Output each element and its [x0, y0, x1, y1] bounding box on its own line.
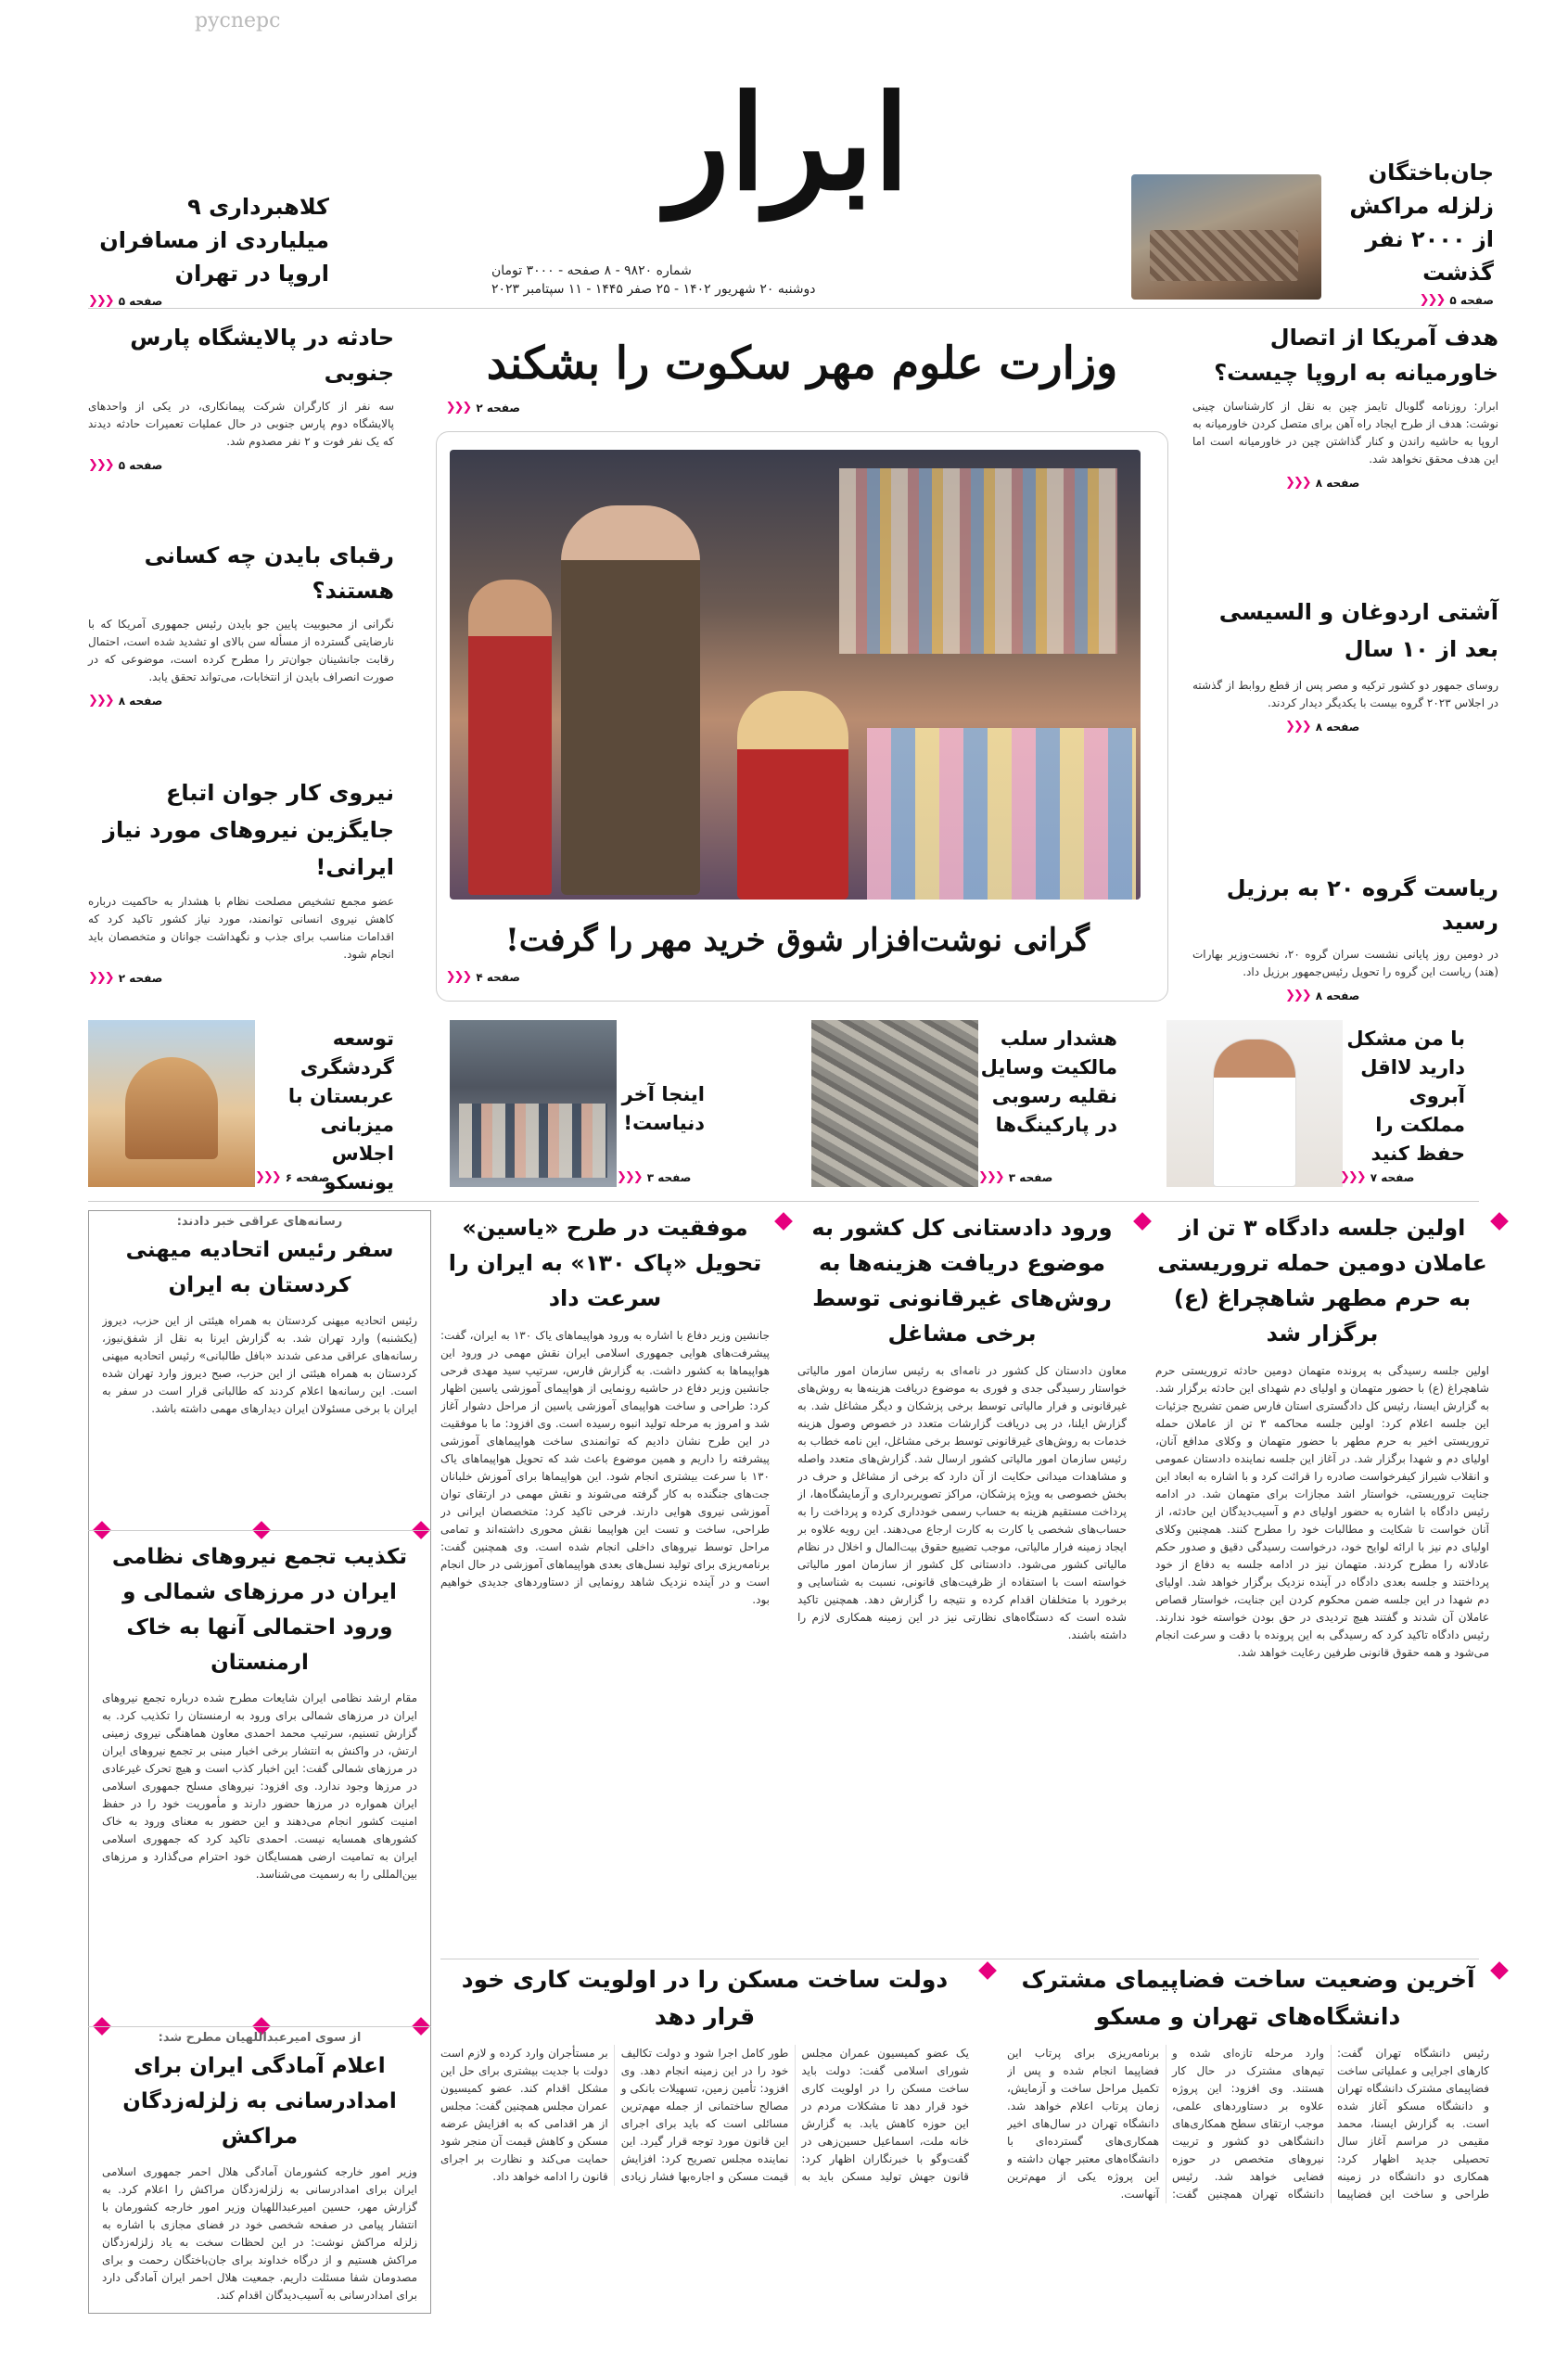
story-body: روسای جمهور دو کشور ترکیه و مصر پس از قطع روابط از گذشته در اجلاس ۲۰۲۳ گروه بیست با یکدیگر دیدار کردند. [1192, 679, 1498, 709]
teaser-title: جان‌باختگان زلزله مراکش از ۲۰۰۰ نفر گذشت [1349, 160, 1494, 286]
article-prosecutor-fees[interactable] [797, 1210, 1127, 1957]
article-title: موفقیت در طرح «یاسین» تحویل «پاک ۱۳۰» به ایران را سرعت داد [448, 1215, 762, 1311]
page-ref[interactable]: صفحه ۸ ❮❮❮ [88, 694, 163, 708]
sidebox-divider [88, 2026, 431, 2027]
article-title: ورود دادستانی کل کشور به موضوع دریافت هزینه‌ها به روش‌های غیرقانونی توسط برخی مشاغل [811, 1215, 1113, 1347]
strip-story-2[interactable] [978, 1025, 1117, 1140]
right-story-3[interactable] [1192, 872, 1498, 1002]
parking-cars-photo [811, 1020, 978, 1187]
story-title: رقبای بایدن چه کسانی هستند؟ [144, 542, 394, 604]
story-title: تکذیب تجمع نیروهای نظامی ایران در مرزهای شمالی و ورود احتمالی آنها به خاک ارمنستان [111, 1545, 408, 1675]
article-marker [1490, 1961, 1509, 1980]
article-marker [1133, 1212, 1152, 1231]
main-photo-caption: گرانی نوشت‌افزار شوق خرید مهر را گرفت! [505, 922, 1090, 959]
page-ref[interactable]: صفحه ۸ ❮❮❮ [1285, 989, 1360, 1002]
page-ref[interactable]: صفحه ۵ ❮❮❮ [88, 294, 163, 308]
earthquake-photo [1131, 174, 1321, 300]
publisher-watermark: pycnepc [195, 9, 281, 32]
chevrons-icon: ❮❮❮ [1419, 293, 1445, 307]
story-title: حادثه در پالایشگاه پارس جنوبی [130, 325, 394, 386]
chevrons-icon: ❮❮❮ [88, 694, 113, 708]
chevrons-icon: ❮❮❮ [617, 1170, 642, 1184]
chevrons-icon: ❮❮❮ [445, 401, 471, 415]
left-story-2[interactable] [88, 538, 394, 708]
article-yasin-aircraft[interactable] [440, 1210, 770, 1957]
strip-page-ref-3[interactable]: صفحه ۳ ❮❮❮ [617, 1170, 692, 1184]
chevrons-icon: ❮❮❮ [1285, 476, 1310, 490]
masthead-divider [88, 308, 1479, 309]
strip-story-1[interactable] [1340, 1025, 1465, 1168]
strip-story-3[interactable] [617, 1080, 705, 1138]
story-body: وزیر امور خارجه کشورمان آمادگی هلال احمر جمهوری اسلامی ایران برای امدادرسانی به زلزله‌زدگان مراکش را اعلام کرد. به گزارش مهر، حسین امیرعبداللهیان وزیر امور خارجه کشورمان با انتشار پیامی در صفحه شخصی خود در فضای مجازی با اشاره به زلزله مراکش نوشت: در این لحظات سخت به یاد زلزله‌زدگان مراکش هستیم و از درگاه خداوند برای جان‌باختگان رحمت و برای مصدومان شفا مسئلت داریم. جمعیت هلال احمر ایران آمادگی دارد برای امدادرسانی به آسیب‌دیدگان اقدام کند. [102, 2165, 417, 2302]
sidebox-story-1[interactable] [102, 1215, 417, 1521]
article-title: آخرین وضعیت ساخت فضاپیمای مشترک دانشگاه‌های تهران و مسکو [1021, 1966, 1475, 2030]
article-title: اولین جلسه دادگاه ۳ تن از عاملان دومین حمله تروریستی به حرم مطهر شاهچراغ (ع) برگزار شد [1157, 1215, 1487, 1347]
article-marker [1490, 1212, 1509, 1231]
article-body: معاون دادستان کل کشور در نامه‌ای به رئیس سازمان امور مالیاتی خواستار رسیدگی جدی و فوری به موضوع دریافت هزینه‌ها به روش‌های غیرقانونی و فرار مالیاتی توسط برخی پزشکان و دیگر مشاغل شد. به گزارش ایلنا، در پی دریافت گزارشات متعدد در خصوص وصول هزینه خدمات به روش‌های غیرقانونی توسط برخی مشاغل، این نامه خطاب به رئیس سازمان امور مالیاتی کشور ارسال شد. گزارش‌های متعدد واصله و مشاهدات میدانی حکایت از آن دارد که برخی از مشاغل و حرف در بخش خصوصی به ویژه پزشکان، مراکز تصویربرداری و آزمایشگاه‌ها، از پرداخت مستقیم هزینه به حساب رسمی خودداری کرده و پرداخت را به حساب‌های شخصی یا کارت به کارت ارجاع می‌دهند. این رویه علاوه بر ایجاد زمینه فرار مالیاتی، موجب تضییع حقوق بیت‌المال و اخلال در نظام مالیاتی کشور می‌شود. دادستانی کل کشور از سازمان امور مالیاتی خواسته است با استفاده از ظرفیت‌های قانونی، نسبت به شناسایی و برخورد با متخلفان اقدام کرده و نتیجه را گزارش دهد. همچنین تاکید شده است که دستگاه‌های نظارتی نیز در این زمینه همکاری لازم را داشته باشند. [797, 1364, 1127, 1641]
issue-line: شماره ۹۸۲۰ - ۸ صفحه - ۳۰۰۰ تومان [491, 263, 692, 278]
main-headline: وزارت علوم مهر سکوت را بشکند [486, 338, 1118, 389]
strip-title: توسعه گردشگری عربستان با میزبانی اجلاس یونسکو [287, 1027, 394, 1193]
story-body: سه نفر از کارگران شرکت پیمانکاری، در یکی از واحدهای پالایشگاه دوم پارس جنوبی در حال عملیات تعمیرات حادثه دیدند که یک نفر فوت و ۲ نفر مصدوم شد. [88, 400, 394, 448]
strip-title: هشدار سلب مالکیت وسایل نقلیه رسوبی در پارکینگ‌ها [980, 1027, 1117, 1136]
sidebox-story-3[interactable] [102, 2031, 417, 2309]
masthead-logo: ابرار [667, 68, 910, 220]
story-title: هدف آمریکا از اتصال خاورمیانه به اروپا چیست؟ [1214, 325, 1498, 386]
article-body: رئیس دانشگاه تهران گفت: کارهای اجرایی و عملیاتی ساخت فضاپیمای مشترک دانشگاه تهران و دانشگاه مسکو آغاز شده است. به گزارش ایسنا، محمد مقیمی در مراسم آغاز سال تحصیلی جدید اظهار کرد: همکاری دو دانشگاه در زمینه طراحی و ساخت این فضاپیما وارد مرحله تازه‌ای شده و تیم‌های مشترک در حال کار هستند. وی افزود: این پروژه علاوه بر دستاوردهای علمی، موجب ارتقای سطح همکاری‌های دانشگاهی دو کشور و تربیت نیروهای متخصص در حوزه فضایی خواهد شد. رئیس دانشگاه تهران همچنین گفت: برنامه‌ریزی برای پرتاب این فضاپیما انجام شده و پس از تکمیل مراحل ساخت و آزمایش، زمان پرتاب اعلام خواهد شد. دانشگاه تهران در سال‌های اخیر همکاری‌های گسترده‌ای با دانشگاه‌های معتبر جهان داشته و این پروژه یکی از مهم‌ترین آنهاست. [1007, 2047, 1489, 2201]
chevrons-icon: ❮❮❮ [445, 970, 471, 984]
strip-page-ref-1[interactable]: صفحه ۷ ❮❮❮ [1340, 1170, 1415, 1184]
chevrons-icon: ❮❮❮ [978, 1170, 1003, 1184]
story-kicker: از سوی امیرعبداللهیان مطرح شد: [158, 2031, 362, 2045]
story-title: ریاست گروه ۲۰ به برزیل رسید [1226, 875, 1498, 935]
sidebox-story-2[interactable] [102, 1539, 417, 2012]
story-body: نگرانی از محبوبیت پایین جو بایدن رئیس جمهوری آمریکا که با نارضایتی گسترده از مسأله سن بالای او تشدید شده است، احتمال رقابت جانشینان جوان‌تر را مطرح کرده است، موضوعی که در صورت انصراف بایدن از انتخابات، می‌تواند تحقق یابد. [88, 618, 394, 683]
right-story-2[interactable] [1192, 594, 1498, 734]
story-body: مقام ارشد نظامی ایران شایعات مطرح شده درباره تجمع نیروهای ایران در مرزهای شمالی برای ورود به ارمنستان را تکذیب کرد. به گزارش تسنیم، سرتیپ محمد احمدی معاون هماهنگی نیروی زمینی ارتش، در واکنش به انتشار برخی اخبار مبنی بر تجمع نیروهای ایران در مرزهای شمالی گفت: این اخبار کذب است و هیچ تحرک غیرعادی در مرزها وجود ندارد. وی افزود: نیروهای مسلح جمهوری اسلامی ایران همواره در مرزها حضور دارند و مأموریت خود را در حفظ امنیت کشور انجام می‌دهند و این حضور به معنای ورود به خاک کشورهای همسایه نیست. احمدی تاکید کرد که جمهوری اسلامی ایران به تمامیت ارضی همسایگان خود احترام می‌گذارد و مرزهای بین‌المللی را به رسمیت می‌شناسد. [102, 1691, 417, 1881]
chevrons-icon: ❮❮❮ [88, 971, 113, 985]
article-title: دولت ساخت مسکن را در اولویت کاری خود قرار دهد [461, 1966, 949, 2030]
chevrons-icon: ❮❮❮ [1285, 720, 1310, 734]
story-body: در دومین روز پایانی نشست سران گروه ۲۰، نخست‌وزیر بهارات (هند) ریاست این گروه را تحویل رئیس‌جمهور برزیل داد. [1192, 948, 1498, 978]
story-title: نیروی کار جوان اتباع جایگزین نیروهای مورد نیاز ایرانی! [103, 780, 394, 880]
strip-title: اینجا آخر دنیاست! [621, 1083, 705, 1134]
hegra-tomb-photo [88, 1020, 255, 1187]
market-photo [450, 1020, 617, 1187]
stationery-shop-photo [450, 450, 1141, 900]
footballer-photo [1166, 1020, 1343, 1187]
article-body: یک عضو کمیسیون عمران مجلس شورای اسلامی گفت: دولت باید ساخت مسکن را در اولویت کاری خود قرار دهد تا مشکلات مردم در این حوزه کاهش یابد. به گزارش خانه ملت، اسماعیل حسین‌زهی در گفت‌وگو با خبرنگاران اظهار کرد: قانون جهش تولید مسکن باید به طور کامل اجرا شود و دولت تکالیف خود را در این زمینه انجام دهد. وی افزود: تأمین زمین، تسهیلات بانکی و مصالح ساختمانی از جمله مهم‌ترین مسائلی است که باید برای اجرای این قانون مورد توجه قرار گیرد. این نماینده مجلس تصریح کرد: افزایش قیمت مسکن و اجاره‌بها فشار زیادی بر مستأجران وارد کرده و لازم است دولت با جدیت بیشتری برای حل این مشکل اقدام کند. عضو کمیسیون عمران مجلس همچنین گفت: مجلس از هر اقدامی که به افزایش عرضه مسکن و کاهش قیمت آن منجر شود حمایت می‌کند و نظارت بر اجرای قانون را ادامه خواهد داد. [440, 2047, 969, 2183]
story-title: اعلام آمادگی ایران برای امدادرسانی به زلزله‌زدگان مراکش [122, 2054, 397, 2149]
masthead-info [491, 262, 927, 299]
teaser-title: کلاهبرداری ۹ میلیاردی از مسافران اروپا در تهران [99, 194, 329, 287]
teaser-morocco-quake[interactable] [1327, 156, 1494, 307]
chevrons-icon: ❮❮❮ [1340, 1170, 1365, 1184]
story-title: آشتی اردوغان و السیسی بعد از ۱۰ سال [1218, 599, 1498, 662]
page-ref[interactable]: صفحه ۲ ❮❮❮ [88, 971, 163, 985]
right-story-1[interactable] [1192, 320, 1498, 490]
article-body: جانشین وزیر دفاع با اشاره به ورود هواپیماهای یاک ۱۳۰ به ایران، گفت: پیشرفت‌های هوایی جمهوری اسلامی ایران نقش مهمی در ورود این هواپیماها به کشور داشت. به گزارش فارس، سرتیپ سید مهدی فرحی جانشین وزیر دفاع در حاشیه رونمایی از هواپیمای آموزشی یاسین اظهار کرد: طراحی و ساخت هواپیمای آموزشی یاسین از مراحل دشوار آغاز شد و امروز به مرحله تولید انبوه رسیده است. وی افزود: ما با موفقیت در این طرح نشان دادیم که توانمندی ساخت هواپیماهای آموزشی پیشرفته را داریم و همین موضوع باعث شد که تحویل هواپیماهای یاک ۱۳۰ با سرعت بیشتری انجام شود. این هواپیماها برای آموزش خلبانان جت‌های جنگنده به کار گرفته می‌شوند و نقش مهمی در ارتقای توان آموزشی نیروی هوایی دارند. فرحی تاکید کرد: متخصصان ایرانی در طراحی، ساخت و تست این هواپیما نقش محوری داشته‌اند و تمامی مراحل توسط نیروهای داخلی انجام شده است. وی همچنین گفت: برنامه‌ریزی برای تولید نسل‌های بعدی هواپیماهای آموزشی در حال انجام است و در آینده نزدیک شاهد رونمایی از دستاوردهای جدیدی خواهیم بود. [440, 1329, 770, 1606]
left-story-1[interactable] [88, 320, 394, 472]
article-marker [774, 1212, 793, 1231]
story-body: ابرار: روزنامه گلوبال تایمز چین به نقل از کارشناسان چینی نوشت: هدف از طرح ایجاد راه آهن برای متصل کردن خاورمیانه به اروپا به حاشیه راندن و کنار گذاشتن چین در خاورمیانه است اما این هدف محقق نخواهد شد. [1192, 400, 1498, 466]
headline-page-ref[interactable]: صفحه ۲ ❮❮❮ [445, 401, 520, 415]
page-ref[interactable]: صفحه ۵ ❮❮❮ [88, 458, 163, 472]
chevrons-icon: ❮❮❮ [1285, 989, 1310, 1002]
page-ref[interactable]: صفحه ۵ ❮❮❮ [1419, 293, 1494, 307]
chevrons-icon: ❮❮❮ [88, 294, 113, 308]
strip-page-ref-4[interactable]: صفحه ۶ ❮❮❮ [255, 1170, 330, 1184]
article-marker [978, 1961, 997, 1980]
article-housing[interactable] [440, 1961, 969, 2314]
strip-title: با من مشکل دارید لااقل آبروی مملکت را حفظ کنید [1346, 1027, 1465, 1165]
chevrons-icon: ❮❮❮ [255, 1170, 280, 1184]
teaser-fraud[interactable] [88, 190, 329, 308]
story-body: رئیس اتحادیه میهنی کردستان به همراه هیئتی از این حزب، دیروز (یکشنبه) وارد تهران شد. به گزارش ایرنا به نقل از شفق‌نیوز، رسانه‌های عراقی مدعی شدند «بافل طالبانی» رئیس اتحادیه میهنی کردستان به همراه هیئتی از این حزب، صبح دیروز وارد تهران شده است. این رسانه‌ها اعلام کردند که طالبانی قرار است در سفر به ایران با برخی مسئولان ایران دیدارهای مهمی داشته باشد. [102, 1314, 417, 1415]
strip-page-ref-2[interactable]: صفحه ۳ ❮❮❮ [978, 1170, 1053, 1184]
story-body: عضو مجمع تشخیص مصلحت نظام با هشدار به حاکمیت درباره کاهش نیروی انسانی توانمند، مورد نیاز کشور تاکید کرد که اقدامات مناسب برای جذب و نگهداشت جوانان و متخصصان باید انجام شود. [88, 895, 394, 961]
article-shahcheragh-trial[interactable] [1155, 1210, 1489, 1957]
strip-divider [88, 1201, 1479, 1202]
sidebox-divider [88, 1530, 431, 1531]
caption-page-ref[interactable]: صفحه ۴ ❮❮❮ [445, 970, 520, 984]
article-body: اولین جلسه رسیدگی به پرونده متهمان دومین حادثه تروریستی حرم شاهچراغ (ع) با حضور متهمان و اولیای دم شهدای این حادثه برگزار شد. به گزارش ایسنا، رئیس کل دادگستری استان فارس ضمن تشریح جزئیات این جلسه اعلام کرد: اولین جلسه محاکمه ۳ تن از عاملان حمله تروریستی اخیر به حرم مطهر با حضور متهمان و وکلای مدافع آنان، اولیای دم و شهدا برگزار شد. در آغاز این جلسه نماینده دادستان عمومی و انقلاب شیراز کیفرخواست صادره را قرائت کرد و با اشاره به ابعاد این جنایت تروریستی، خواستار اشد مجازات برای متهمان شد. در ادامه رئیس دادگاه با اشاره به حضور اولیای دم و آسیب‌دیدگان این حادثه، از آنان خواست تا شکایت و مطالبات خود را مطرح کنند. همچنین وکلای اولیای دم نیز با ارائه لوایح خود، درخواست رسیدگی دقیق و صدور حکم عادلانه را مطرح کردند. متهمان نیز در ادامه جلسه به دفاع از خود پرداختند و جلسه بعدی دادگاه در آینده نزدیک برگزار خواهد شد. اولیای دم شهدا در این جلسه ضمن محکوم کردن این جنایت، خواستار قصاص عاملان آن شدند و گفتند هیچ تردیدی در حق بودن خواسته خود ندارند. رئیس دادگاه تاکید کرد که رسیدگی به این پرونده با دقت و سرعت انجام می‌شود و همه حقوق قانونی طرفین رعایت خواهد شد. [1155, 1364, 1489, 1659]
story-title: سفر رئیس اتحادیه میهنی کردستان به ایران [125, 1238, 394, 1297]
page-ref[interactable]: صفحه ۸ ❮❮❮ [1285, 720, 1360, 734]
left-story-3[interactable] [88, 774, 394, 985]
date-line: دوشنبه ۲۰ شهریور ۱۴۰۲ - ۲۵ صفر ۱۴۴۵ - ۱۱ سپتامبر ۲۰۲۳ [491, 282, 816, 297]
story-kicker: رسانه‌های عراقی خبر دادند: [176, 1215, 343, 1229]
chevrons-icon: ❮❮❮ [88, 458, 113, 472]
article-spacecraft[interactable] [1007, 1961, 1489, 2314]
page-ref[interactable]: صفحه ۸ ❮❮❮ [1285, 476, 1360, 490]
